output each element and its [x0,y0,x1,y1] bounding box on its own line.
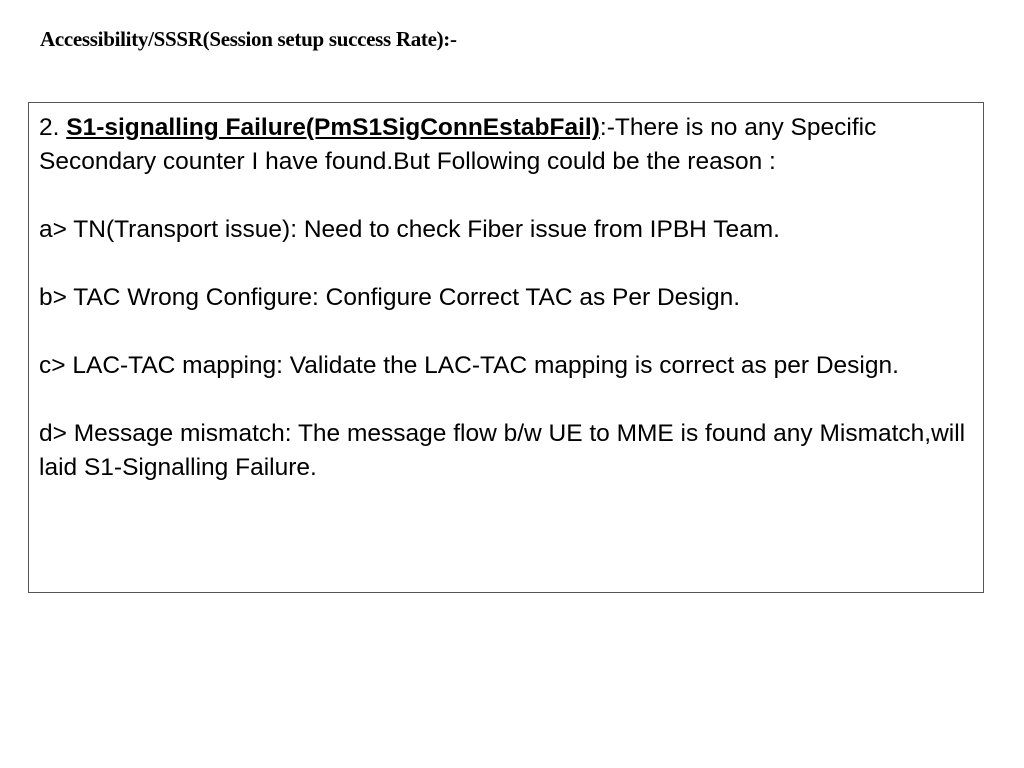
intro-number: 2. [39,114,67,141]
reason-item-d: d> Message mismatch: The message flow b/w UE to MME is found any Mismatch,will laid S1-Signalling Failure. [39,420,966,481]
intro-text: :-There is no any Specific Secondary counter I have found.But Following could be the reason : [39,114,877,175]
reason-item-a: a> TN(Transport issue): Need to check Fiber issue from IPBH Team. [39,216,780,243]
reason-item-c: c> LAC-TAC mapping: Validate the LAC-TAC mapping is correct as per Design. [39,352,899,379]
intro-paragraph [39,111,973,179]
content-box [28,102,984,593]
slide-title: Accessibility/SSSR(Session setup success Rate):- [40,27,457,51]
counter-name: S1-signalling Failure(PmS1SigConnEstabFail) [66,114,600,141]
reason-item-b: b> TAC Wrong Configure: Configure Correct TAC as Per Design. [39,284,741,311]
